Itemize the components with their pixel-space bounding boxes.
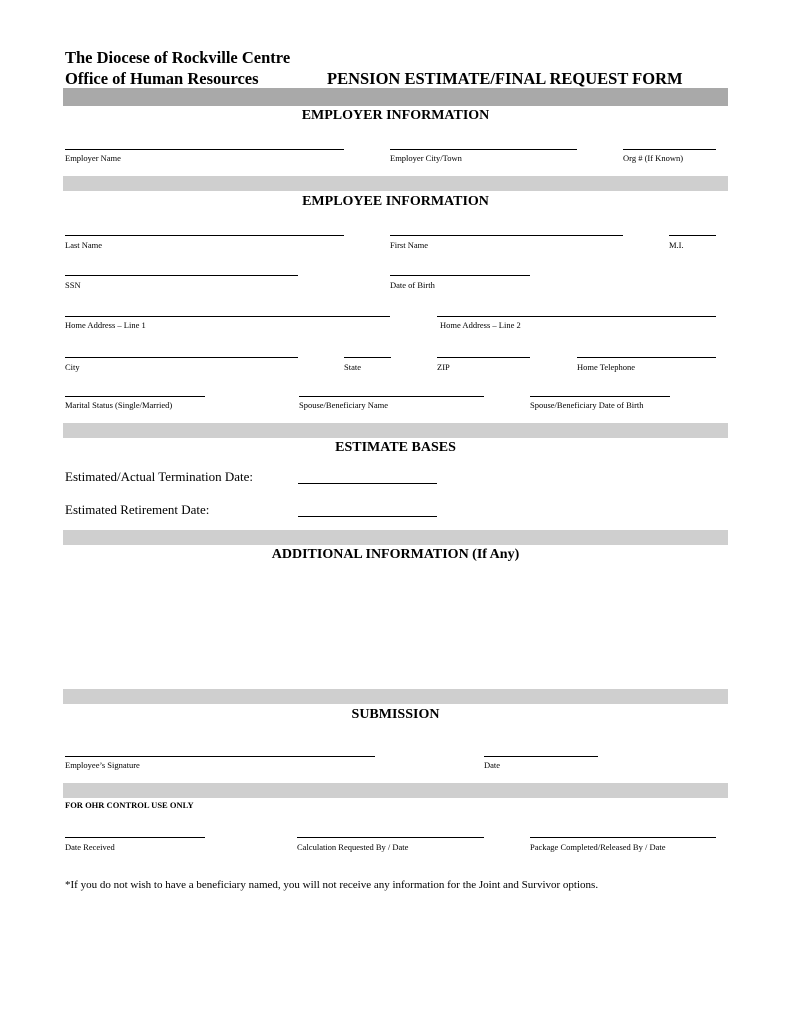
date-received-field[interactable] <box>65 837 205 838</box>
first-name-field[interactable] <box>390 235 623 236</box>
termination-date-field[interactable] <box>298 483 437 484</box>
employee-signature-field[interactable] <box>65 756 375 757</box>
ssn-field[interactable] <box>65 275 298 276</box>
estimate-divider-bar <box>63 530 728 545</box>
spouse-name-label: Spouse/Beneficiary Name <box>299 400 388 410</box>
spouse-name-field[interactable] <box>299 396 484 397</box>
spouse-dob-label: Spouse/Beneficiary Date of Birth <box>530 400 644 410</box>
signature-date-label: Date <box>484 760 501 770</box>
state-label: State <box>344 362 361 372</box>
organization-name: The Diocese of Rockville Centre <box>65 48 291 67</box>
zip-field[interactable] <box>437 357 530 358</box>
retirement-date-label: Estimated Retirement Date: <box>65 502 210 517</box>
additional-section-title: ADDITIONAL INFORMATION (If Any) <box>271 547 520 562</box>
last-name-label: Last Name <box>65 240 103 250</box>
employer-name-label: Employer Name <box>65 153 121 163</box>
org-number-label: Org # (If Known) <box>623 153 684 163</box>
marital-status-label: Marital Status (Single/Married) <box>65 400 173 410</box>
employee-divider-bar <box>63 423 728 438</box>
employer-city-label: Employer City/Town <box>390 153 462 163</box>
retirement-date-field[interactable] <box>298 516 437 517</box>
marital-status-field[interactable] <box>65 396 205 397</box>
city-field[interactable] <box>65 357 298 358</box>
zip-label: ZIP <box>437 362 450 372</box>
date-of-birth-label: Date of Birth <box>390 280 435 290</box>
estimate-section-title: ESTIMATE BASES <box>335 440 456 455</box>
city-label: City <box>65 362 80 372</box>
employee-section-title: EMPLOYEE INFORMATION <box>302 194 489 209</box>
employer-divider-bar <box>63 176 728 191</box>
first-name-label: First Name <box>390 240 429 250</box>
additional-divider-bar <box>63 689 728 704</box>
employee-signature-label: Employee’s Signature <box>65 760 140 770</box>
submission-section-title: SUBMISSION <box>351 707 440 722</box>
calculation-requested-field[interactable] <box>297 837 484 838</box>
employer-section-title: EMPLOYER INFORMATION <box>301 108 490 123</box>
home-telephone-field[interactable] <box>577 357 716 358</box>
additional-info-area[interactable] <box>63 568 728 686</box>
termination-date-label: Estimated/Actual Termination Date: <box>65 469 254 484</box>
employer-city-field[interactable] <box>390 149 577 150</box>
package-completed-label: Package Completed/Released By / Date <box>530 842 666 852</box>
last-name-field[interactable] <box>65 235 344 236</box>
state-field[interactable] <box>344 357 391 358</box>
date-of-birth-field[interactable] <box>390 275 530 276</box>
submission-divider-bar <box>63 783 728 798</box>
ssn-label: SSN <box>65 280 81 290</box>
middle-initial-field[interactable] <box>669 235 716 236</box>
ohr-control-heading: FOR OHR CONTROL USE ONLY <box>65 800 194 810</box>
home-address-line1-field[interactable] <box>65 316 390 317</box>
package-completed-field[interactable] <box>530 837 716 838</box>
spouse-dob-field[interactable] <box>530 396 670 397</box>
middle-initial-label: M.I. <box>669 240 684 250</box>
home-address-line2-field[interactable] <box>437 316 716 317</box>
home-address-line2-label: Home Address – Line 2 <box>440 320 521 330</box>
date-received-label: Date Received <box>65 842 115 852</box>
home-telephone-label: Home Telephone <box>577 362 636 372</box>
header-divider-bar <box>63 88 728 106</box>
beneficiary-footnote: *If you do not wish to have a beneficiary named, you will not receive any information for the Joint and Survivor options. <box>65 879 599 891</box>
office-name: Office of Human Resources <box>65 69 259 88</box>
org-number-field[interactable] <box>623 149 716 150</box>
home-address-line1-label: Home Address – Line 1 <box>65 320 146 330</box>
form-title: PENSION ESTIMATE/FINAL REQUEST FORM <box>327 69 683 88</box>
employer-name-field[interactable] <box>65 149 344 150</box>
signature-date-field[interactable] <box>484 756 598 757</box>
calculation-requested-label: Calculation Requested By / Date <box>297 842 409 852</box>
